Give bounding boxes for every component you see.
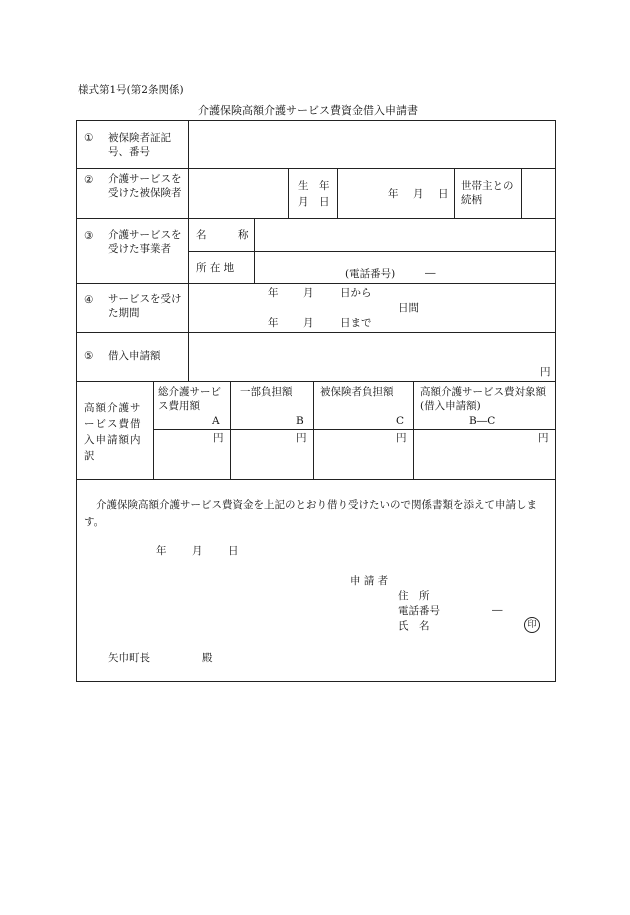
row3-number: ③: [84, 230, 94, 242]
addressee: 矢巾町長: [108, 652, 150, 664]
row5-number: ⑤: [84, 350, 94, 362]
col-a-header: 総介護サービス費用額: [158, 386, 221, 412]
col-d-header: 高額介護サービス費対象額(借入申請額): [420, 386, 546, 412]
loan-amount-label: 借入申請額: [108, 350, 161, 362]
relation-label: 世帯主との続柄: [461, 180, 514, 206]
provider-address-label: 所 在 地: [196, 262, 235, 274]
insured-person-label: 介護サービスを受けた被保険者: [108, 173, 182, 199]
breakdown-label: 高額介護サービス費借入申請額内訳: [84, 402, 142, 462]
birth-label-bottom: 月 日: [298, 196, 330, 208]
row2-number: ②: [84, 174, 94, 186]
loan-amount-yen: 円: [540, 366, 551, 378]
provider-label: 介護サービスを受けた事業者: [108, 229, 182, 255]
insured-person-field[interactable]: [190, 170, 287, 217]
col-a-yen: 円: [213, 432, 224, 444]
relation-field[interactable]: [523, 170, 554, 217]
seal-icon: 印: [524, 617, 540, 633]
service-period-field[interactable]: [190, 285, 554, 331]
applicant-address-label: 住 所: [398, 590, 430, 602]
applicant-phone-dash: ―: [492, 604, 503, 616]
declaration-text: 介護保険高額介護サービス費資金を上記のとおり借り受けたいので関係書類を添えて申請します。: [84, 499, 537, 528]
birth-day-unit: 日: [438, 188, 449, 200]
application-year: 年: [156, 545, 167, 557]
birth-month-unit: 月: [413, 188, 424, 200]
birth-year-unit: 年: [388, 188, 399, 200]
application-month: 月: [192, 545, 203, 557]
col-d-code: B―C: [469, 415, 496, 427]
applicant-label: 申 請 者: [350, 575, 389, 587]
applicant-name-label: 氏 名: [398, 620, 430, 632]
provider-name-label: 名 称: [196, 229, 249, 241]
col-c-yen: 円: [396, 432, 407, 444]
period-to-day: 日まで: [340, 317, 372, 329]
provider-phone-dash: ―: [425, 267, 436, 279]
insured-number-label: 被保険者証記号、番号: [108, 132, 171, 158]
period-to-year: 年: [268, 317, 279, 329]
provider-name-field[interactable]: [256, 220, 554, 250]
loan-amount-field[interactable]: [190, 334, 554, 380]
row4-number: ④: [84, 294, 94, 306]
col-d-yen: 円: [538, 432, 549, 444]
period-from-year: 年: [268, 287, 279, 299]
honorific: 殿: [202, 652, 213, 664]
period-from-day: 日から: [340, 287, 372, 299]
row1-number: ①: [84, 132, 94, 144]
col-c-code: C: [396, 415, 405, 427]
form-number: 様式第1号(第2条関係): [78, 84, 184, 96]
provider-phone-label: (電話番号): [345, 268, 396, 280]
col-d-amount-field[interactable]: [415, 431, 554, 478]
application-day: 日: [228, 545, 239, 557]
col-b-code: B: [296, 415, 304, 427]
insured-number-field[interactable]: [190, 122, 554, 167]
birth-label-top: 生 年: [298, 180, 330, 192]
period-to-month: 月: [303, 317, 314, 329]
provider-address-field[interactable]: [256, 253, 554, 282]
period-from-month: 月: [303, 287, 314, 299]
period-days: 日間: [398, 302, 419, 314]
col-a-code: A: [212, 415, 220, 427]
applicant-phone-label: 電話番号: [398, 605, 440, 617]
col-c-header: 被保険者負担額: [320, 386, 394, 398]
col-b-header: 一部負担額: [240, 386, 293, 398]
col-b-yen: 円: [296, 432, 307, 444]
form-title: 介護保険高額介護サービス費資金借入申請書: [198, 104, 418, 117]
service-period-label: サービスを受けた期間: [108, 293, 182, 319]
